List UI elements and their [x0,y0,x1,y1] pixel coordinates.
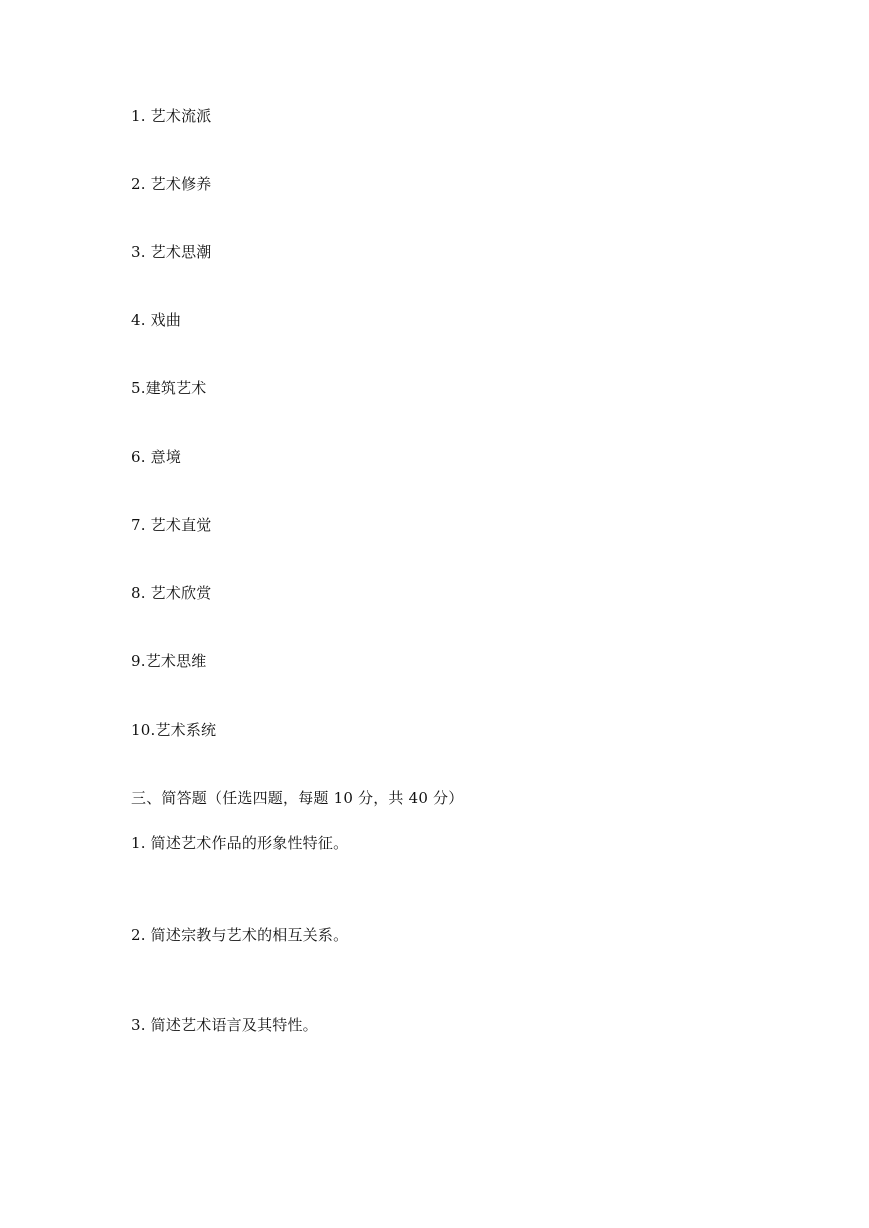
question-2: 2. 简述宗教与艺术的相互关系。 [131,926,349,944]
term-item-6: 6. 意境 [131,448,182,466]
question-3: 3. 简述艺术语言及其特性。 [131,1016,318,1034]
term-item-5: 5.建筑艺术 [131,379,207,397]
term-item-8: 8. 艺术欣赏 [131,584,212,602]
term-item-10: 10.艺术系统 [131,721,217,739]
term-item-2: 2. 艺术修养 [131,175,212,193]
question-1: 1. 简述艺术作品的形象性特征。 [131,834,349,852]
term-item-3: 3. 艺术思潮 [131,243,212,261]
term-item-9: 9.艺术思维 [131,652,207,670]
term-item-1: 1. 艺术流派 [131,107,212,125]
term-item-4: 4. 戏曲 [131,311,182,329]
section-heading: 三、简答题（任选四题，每题 10 分，共 40 分） [131,789,464,807]
term-item-7: 7. 艺术直觉 [131,516,212,534]
